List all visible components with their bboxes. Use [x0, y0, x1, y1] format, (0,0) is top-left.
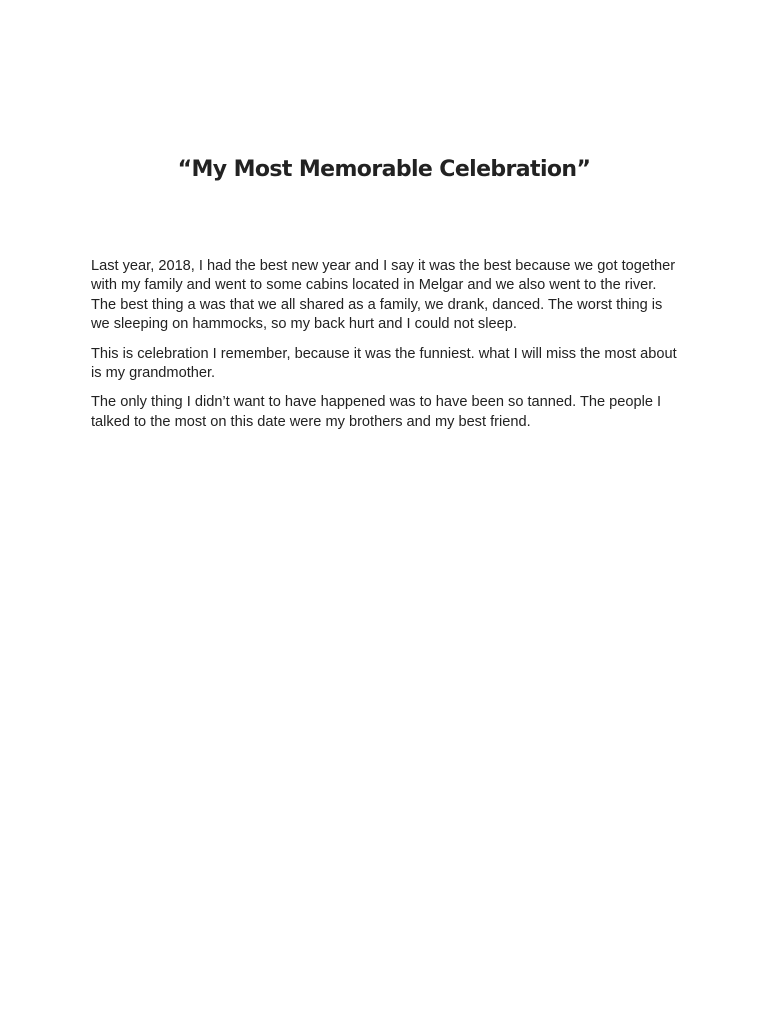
- document-body: [91, 257, 681, 442]
- document-title: “My Most Memorable Celebration”: [177, 157, 591, 182]
- paragraph-1: Last year, 2018, I had the best new year and I say it was the best because we got together with my family and went to some cabins located in Melgar and we also went to the river. The best thing a was that we all shared as a family, we drank, danced. The worst thing is we sleeping on hammocks, so my back hurt and I could not sleep.: [91, 258, 676, 333]
- paragraph-3: The only thing I didn’t want to have happened was to have been so tanned. The people I talked to the most on this date were my brothers and my best friend.: [91, 394, 662, 430]
- paragraph-2: This is celebration I remember, because it was the funniest. what I will miss the most about is my grandmother.: [91, 345, 677, 382]
